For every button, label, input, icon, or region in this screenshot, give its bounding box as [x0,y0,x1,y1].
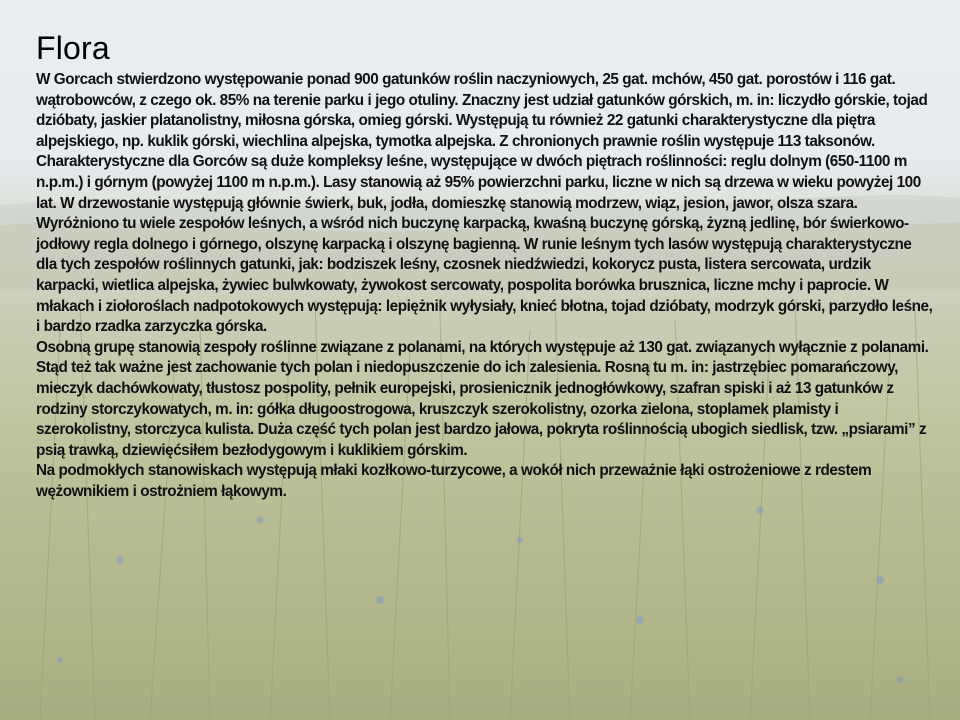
paragraph: Osobną grupę stanowią zespoły roślinne związane z polanami, na których występuje aż 130 gat. związanych wyłącznie z polanami. Stąd też tak ważne jest zachowanie tych polan i niedopuszczenie do ich zalesienia. Rosną tu m. in: jastrzębiec pomarańczowy, mieczyk dachówkowaty, tłustosz pospolity, pełnik europejski, prosienicznik jednogłówkowy, szafran spiski i aż 13 gatunków z rodziny storczykowatych, m. in: gółka długoostrogowa, kruszczyk szerokolistny, ozorka zielona, stoplamek plamisty i szerokolistny, storczyca kulista. Duża część tych polan jest bardzo jałowa, pokryta roślinnością ubogich siedlisk, tzw. „psiarami” z psią trawką, dziewięćsiłem bezłodygowym i kuklikiem górskim. [36,338,929,459]
paragraph: Na podmokłych stanowiskach występują młaki kozłkowo-turzycowe, a wokół nich przeważnie łąki ostrożeniowe z rdestem wężownikiem i ostrożniem łąkowym. [36,462,872,500]
paragraph: W Gorcach stwierdzono występowanie ponad 900 gatunków roślin naczyniowych, 25 gat. mchów, 450 gat. porostów i 116 gat. wątrobowców, z czego ok. 85% na terenie parku i jego otuliny. Znaczny jest udział gatunków górskich, m. in: liczydło górskie, tojad dzióbaty, jaskier platanolistny, miłosna górska, omieg górski. Występują tu również 22 gatunki charakterystyczne dla piętra alpejskiego, np. kuklik górski, wiechlina alpejska, tymotka alpejska. Z chronionych prawnie roślin występuje 113 taksonów. [36,71,928,150]
slide-title: Flora [36,30,110,66]
slide-body [36,70,936,502]
paragraph: Wyróżniono tu wiele zespołów leśnych, a wśród nich buczynę karpacką, kwaśną buczynę górską, żyzną jedlinę, bór świerkowo-jodłowy regla dolnego i górnego, olszynę karpacką i olszynę bagienną. W runie leśnym tych lasów występują charakterystyczne dla tych zespołów roślinnych gatunki, jak: bodziszek leśny, czosnek niedźwiedzi, kokorycz pusta, listera sercowata, urdzik karpacki, wietlica alpejska, żywiec bulwkowaty, żywokost sercowaty, pospolita borówka brusznica, liczne mchy i paprocie. W młakach i ziołoroślach nadpotokowych występują: lepiężnik wyłysiały, knieć błotna, tojad dzióbaty, modrzyk górski, parzydło leśne, i bardzo rzadka zarzyczka górska. [36,215,933,336]
paragraph: Charakterystyczne dla Gorców są duże kompleksy leśne, występujące w dwóch piętrach roślinności: reglu dolnym (650-1100 m n.p.m.) i górnym (powyżej 1100 m n.p.m.). Lasy stanowią aż 95% powierzchni parku, liczne w nich są drzewa w wieku powyżej 100 lat. W drzewostanie występują głównie świerk, buk, jodła, domieszkę stanowią modrzew, wiąz, jesion, jawor, olsza szara. [36,153,921,212]
